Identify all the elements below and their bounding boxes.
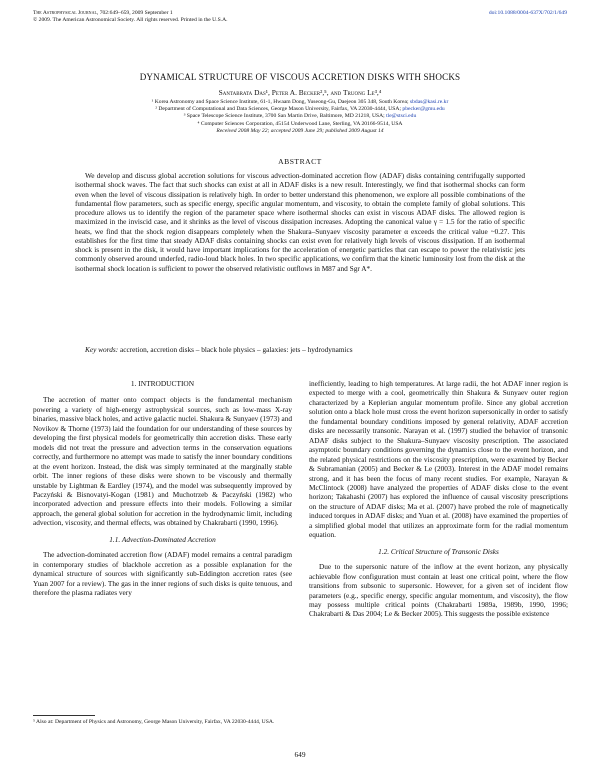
advection-paragraph: The advection-dominated accretion flow (ADAF) model remains a central paradigm in contemporary studies of blackhole accretion as a possible explanation for the dynamical structure of sources with significantly sub-Eddington accretion rates (see Yuan 2007 for a review). The gas in the inner regions of such disks is quite tenuous, and therefore the plasma radiates very	[33, 550, 292, 598]
affiliation-4: ⁴ Computer Sciences Corporation, 45154 Underwood Lane, Sterling, VA 20166-9514, USA	[197, 120, 403, 127]
footnote: ⁵ Also at: Department of Physics and Astronomy, George Mason University, Fairfax, VA 22030-4444, USA.	[33, 719, 275, 725]
email-link[interactable]: tle@stsci.edu	[386, 113, 417, 120]
keywords	[85, 345, 525, 354]
received-dates: Received 2008 May 22; accepted 2009 June 29; published 2009 August 14	[216, 127, 384, 134]
affiliation-3: ³ Space Telescope Science Institute, 3700 San Martin Drive, Baltimore, MD 21218, USA; tle@stsci.edu	[183, 113, 417, 120]
affiliations	[60, 99, 540, 135]
affiliation-1: ¹ Korea Astronomy and Space Science Institute, 61-1, Hwaam Dong, Yuseong-Gu, Daejeon 305 348, South Korea; sbdas@kasi.re.kr	[151, 99, 449, 105]
doi-link[interactable]: doi:10.1088/0004-637X/702/1/649	[488, 10, 567, 16]
left-column	[33, 379, 292, 598]
critical-paragraph: Due to the supersonic nature of the inflow at the event horizon, any physically achievable flow configuration must contain at least one critical point, where the flow transitions from subsonic to supersonic. However, for a given set of incident flow parameters (e.g., specific energy, specific angular momentum, and viscosity), the flow may possess multiple critical points (Chakrabarti 1989a, 1989b, 1990, 1996; Chakrabarti & Das 2004; Le & Becker 2005). This suggests the possible existence	[309, 562, 568, 619]
footnote-rule	[33, 715, 95, 716]
adaf-paragraph: inefficiently, leading to high temperatures. At large radii, the hot ADAF inner region is expected to merge with a cool, geometrically thin Shakura & Sunyaev outer region characterized by a Keplerian angular momentum profile. Since any global accretion solution onto a black hole must cross the event horizon supersonically in order to satisfy the fundamental boundary conditions imposed by general relativity, ADAF accretion disks are necessarily transonic. Narayan et al. (1997) studied the behavior of transonic ADAF disks subject to the Shakura–Sunyaev viscosity prescription. The associated asymptotic boundary conditions governing the dynamics close to the event horizon, and the related physical restrictions on the viscosity prescription, were examined by Becker & Subramanian (2005) and Becker & Le (2003). Interest in the ADAF model remains strong, and it has been the focus of many recent studies. For example, Narayan & McClintock (2008) have analyzed the properties of ADAF disks close to the event horizon; Takahashi (2007) has explored the influence of causal viscosity prescriptions on the structure of ADAF disks; Ma et al. (2007) have probed the role of magnetically induced torques in ADAF disks; and Yuan et al. (2008) have examined the properties of a simplified global model that utilizes an approximate form for the radial momentum equation.	[309, 379, 568, 540]
journal-citation: , 702:649–659, 2009 September 1	[96, 10, 173, 16]
abstract-heading: ABSTRACT	[278, 157, 322, 166]
intro-paragraph: The accretion of matter onto compact objects is the fundamental mechanism powering a variety of high-energy astrophysical sources, such as low-mass X-ray binaries, massive black holes, and active galactic nuclei. Shakura & Sunyaev (1973) and Novikov & Thorne (1973) laid the foundation for our understanding of these sources by developing the first physical models for geometrically thin accretion disks. These early models did not treat the pressure and advection terms in the conservation equations correctly, and furthermore no attempt was made to satisfy the inner boundary conditions at the event horizon. Instead, the disk was simply terminated at the marginally stable orbit. The inner regions of these disks were shown to be viscously and thermally unstable by Lightman & Eardley (1974), and the model was subsequently improved by Paczyński & Bisnovatyi-Kogan (1981) and Muchotrzeb & Paczyński (1982) who incorporated advection and pressure effects into their models. Following a similar approach, the general global solution for accretion in the hydrodynamic limit, including advection, viscosity, and thermal effects, was obtained by Chakrabarti (1990, 1996).	[33, 395, 292, 528]
journal-name: The Astrophysical Journal	[33, 10, 97, 16]
right-column	[309, 379, 568, 619]
email-link[interactable]: sbdas@kasi.re.kr	[409, 99, 449, 105]
email-link[interactable]: pbecker@gmu.edu	[402, 106, 445, 113]
subsection-heading-advection: 1.1. Advection-Dominated Accretion	[109, 534, 216, 544]
affiliation-2: ² Department of Computational and Data Sciences, George Mason University, Fairfax, VA 22030-4444, USA; pbecker@gmu.edu	[155, 106, 445, 113]
page-number: 649	[294, 750, 306, 759]
keywords-text: accretion, accretion disks – black hole physics – galaxies: jets – hydrodynamics	[120, 345, 353, 354]
paper-title: DYNAMICAL STRUCTURE OF VISCOUS ACCRETION DISKS WITH SHOCKS	[139, 72, 461, 82]
journal-header	[33, 10, 228, 24]
copyright-line: © 2009. The American Astronomical Society. All rights reserved. Printed in the U.S.A.	[33, 17, 228, 23]
author-list: Santabrata Das¹, Peter A. Becker²,⁵, and Truong Le³,⁴	[218, 88, 382, 97]
keywords-label: Key words:	[85, 345, 119, 354]
subsection-heading-critical: 1.2. Critical Structure of Transonic Disks	[378, 546, 499, 556]
section-heading-intro: 1. INTRODUCTION	[130, 379, 195, 388]
abstract-text: We develop and discuss global accretion solutions for viscous advection-dominated accretion flow (ADAF) disks containing centrifugally supported isothermal shock waves. The fact that such shocks can exist at all in ADAF disks is a new result. Interestingly, we find that isothermal shocks can form even when the level of viscous dissipation is relatively high. In order to better understand this phenomenon, we explore all possible combinations of the fundamental flow parameters, such as specific energy, specific angular momentum, and viscosity, to obtain the complete family of global solutions. This procedure allows us to identify the region of the parameter space where isothermal shocks can exist in viscous ADAF disks. The allowed region is maximized in the inviscid case, and it shrinks as the level of viscous dissipation increases. Adopting the canonical value γ = 1.5 for the ratio of specific heats, we find that the shock region disappears completely when the Shakura–Sunyaev viscosity parameter α exceeds the critical value ~0.27. This establishes for the first time that steady ADAF disks containing shocks can exist even for relatively high levels of viscous dissipation. If an isothermal shock is present in the disk, it would have important implications for the acceleration of energetic particles that can escape to power the relativistic jets commonly observed around underfed, radio-loud black holes. In two specific applications, we confirm that the kinetic luminosity lost from the disk at the isothermal shock location is sufficient to power the observed relativistic outflows in M87 and Sgr A*.	[75, 171, 525, 273]
